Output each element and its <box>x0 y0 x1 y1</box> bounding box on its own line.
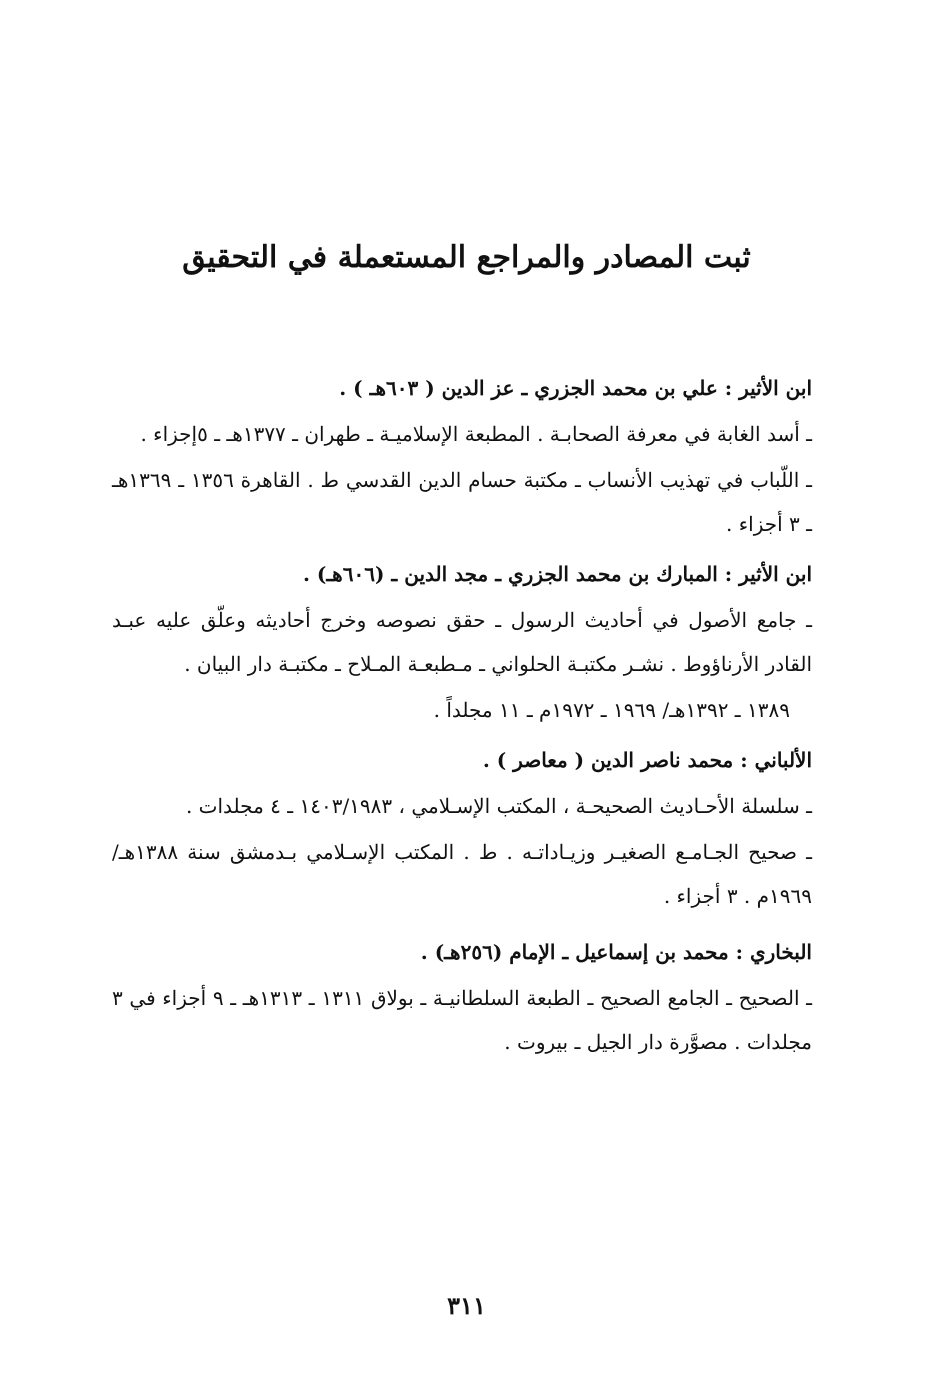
bibliography-entry: ـ الصحيح ـ الجامع الصحيح ـ الطبعة السلطانيـة ـ بولاق ١٣١١ ـ ١٣١٣هـ ـ ٩ أجزاء في ٣ مجلدات . مصوَّرة دار الجيل ـ بيروت . <box>112 986 813 1054</box>
bibliography-list <box>112 364 812 1066</box>
bibliography-section <box>112 364 812 546</box>
author-heading: البخاري : محمد بن إسماعيل ـ الإمام (٢٥٦هـ) . <box>420 940 812 964</box>
bibliography-entry: ـ سلسلة الأحـاديث الصحيحـة ، المكتب الإسـلامي ، ١٤٠٣/١٩٨٣ ـ ٤ مجلدات . <box>185 794 812 818</box>
page-title: ثبت المصادر والمراجع المستعملة في التحقيق <box>182 240 751 275</box>
bibliography-entry: ـ صحيح الجـامـع الصغيـر وزيـاداتـه . ط . المكتب الإسـلامي بـدمشق سنة ١٣٨٨هـ/١٩٦٩م . ٣ أجزاء . <box>112 840 812 908</box>
author-heading: ابن الأثير : علي بن محمد الجزري ـ عز الدين ( ٦٠٣هـ ) . <box>339 376 812 400</box>
bibliography-entry: ـ جامع الأصول في أحاديث الرسول ـ حقق نصوصه وخرج أحاديثه وعلّق عليه عبـد القادر الأرناؤوط . نشـر مكتبـة الحلواني ـ مـطبعـة المـلاح ـ مكتبـة دار البيان . <box>112 608 812 676</box>
bibliography-entry: ـ اللّباب في تهذيب الأنساب ـ مكتبة حسام الدين القدسي ط . القاهرة ١٣٥٦ ـ ١٣٦٩هـ ـ ٣ أجزاء . <box>112 468 813 536</box>
author-heading: ابن الأثير : المبارك بن محمد الجزري ـ مجد الدين ـ (٦٠٦هـ) . <box>302 562 812 586</box>
author-heading: الألباني : محمد ناصر الدين ( معاصر ) . <box>482 748 812 772</box>
bibliography-section <box>112 928 812 1064</box>
bibliography-section <box>112 736 812 918</box>
bibliography-section <box>112 550 812 732</box>
bibliography-entry: ـ أسد الغابة في معرفة الصحابـة . المطبعة الإسلاميـة ـ طهران ـ ١٣٧٧هـ ـ ٥إجزاء . <box>140 422 812 446</box>
page-number: ٣١١ <box>447 1291 486 1320</box>
bibliography-entry: ١٣٨٩ ـ ١٣٩٢هـ/ ١٩٦٩ ـ ١٩٧٢م ـ ١١ مجلداً . <box>433 698 790 722</box>
